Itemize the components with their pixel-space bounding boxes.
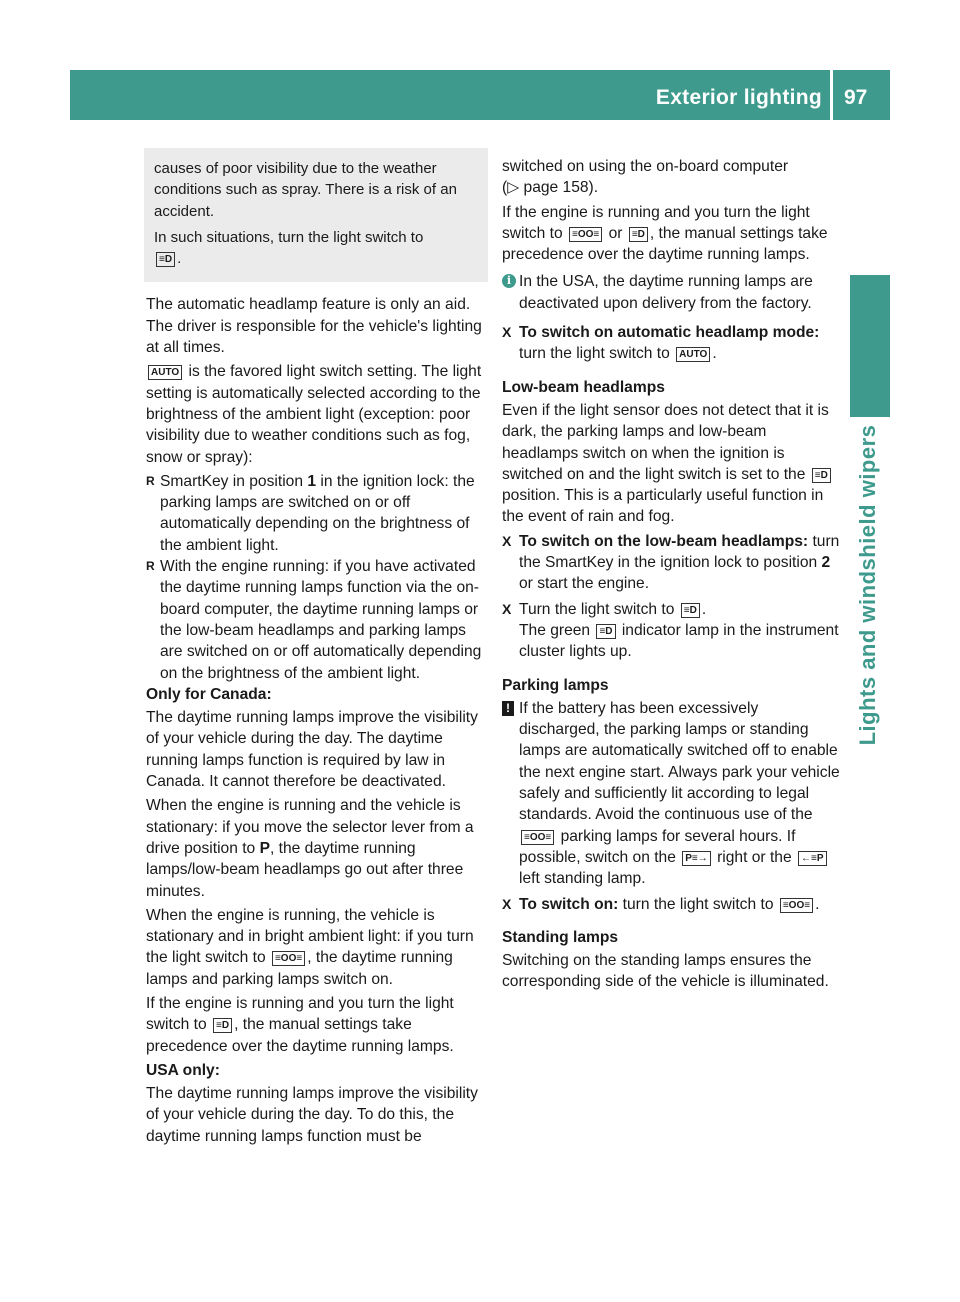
paragraph: When the engine is running, the vehicle is stationary and in bright ambient light: if you turn the light switch to ≡OO≡ , the daytime running lamps and parking lamps switch on. bbox=[146, 906, 474, 988]
subheading-standing: Standing lamps bbox=[502, 928, 619, 946]
parking-lamp-icon: ≡OO≡ bbox=[780, 898, 813, 913]
instruction-step: X To switch on the low-beam headlamps: turn the SmartKey in the ignition lock to position 2 or start the engine. bbox=[502, 531, 842, 595]
lowbeam-icon: ≡D bbox=[213, 1018, 232, 1033]
list-item: R SmartKey in position 1 in the ignition lock: the parking lamps are switched on or off automatically depending on the brightness of the ambient light. bbox=[146, 471, 486, 556]
lowbeam-icon: ≡D bbox=[812, 468, 831, 483]
header-divider bbox=[830, 70, 833, 120]
paragraph: The daytime running lamps improve the visibility of your vehicle during the day. To do this, the daytime running lamps function must be bbox=[146, 1085, 478, 1145]
lowbeam-icon: ≡D bbox=[596, 624, 615, 639]
list-item: R With the engine running: if you have activated the daytime running lamps function via the on-board computer, the daytime running lamps or the low-beam headlamps and parking lamps are switched on or off automatically depending on the brightness of the ambient light. bbox=[146, 556, 486, 684]
lowbeam-icon: ≡D bbox=[681, 603, 700, 618]
paragraph: The automatic headlamp feature is only an aid. The driver is responsible for the vehicle's lighting at all times. bbox=[146, 296, 482, 357]
instruction-step: X To switch on automatic headlamp mode: turn the light switch to AUTO . bbox=[502, 322, 842, 365]
subheading-usa: USA only: bbox=[146, 1061, 220, 1079]
info-icon: i bbox=[502, 274, 516, 288]
info-note: i In the USA, the daytime running lamps are deactivated upon delivery from the factory. bbox=[502, 271, 842, 314]
auto-icon: AUTO bbox=[676, 347, 710, 362]
page-title: Exterior lighting bbox=[655, 86, 822, 109]
lowbeam-icon: ≡D bbox=[629, 227, 648, 242]
right-standing-lamp-icon: P≡→ bbox=[682, 851, 711, 866]
parking-lamp-icon: ≡OO≡ bbox=[521, 830, 554, 845]
paragraph: Switching on the standing lamps ensures the corresponding side of the vehicle is illuminated. bbox=[502, 952, 829, 991]
auto-icon: AUTO bbox=[148, 365, 182, 380]
warning-icon: ! bbox=[502, 701, 514, 716]
instruction-step: X Turn the light switch to ≡D . The green ≡D indicator lamp in the instrument cluster lights up. bbox=[502, 599, 842, 663]
box-text: In such situations, turn the light switch to ≡D . bbox=[154, 228, 424, 268]
paragraph: If the engine is running and you turn the light switch to ≡OO≡ or ≡D , the manual settings take precedence over the daytime running lamps. bbox=[502, 203, 828, 264]
parking-lamp-icon: ≡OO≡ bbox=[569, 227, 602, 242]
paragraph: Even if the light sensor does not detect that it is dark, the parking lamps and low-beam headlamps switch on when the ignition is switched on and the light switch is set to the ≡D position. This is a particularly useful function in the event of rain and fog. bbox=[502, 401, 829, 526]
paragraph: When the engine is running and the vehicle is stationary: if you move the selector lever from a drive position to P, the daytime running lamps/low-beam headlamps go out after three minutes. bbox=[146, 797, 474, 900]
lowbeam-icon: ≡D bbox=[156, 252, 175, 267]
left-standing-lamp-icon: ←≡P bbox=[798, 851, 827, 866]
subheading-parking: Parking lamps bbox=[502, 676, 609, 694]
paragraph: If the engine is running and you turn the light switch to ≡D , the manual settings take precedence over the daytime running lamps. bbox=[146, 994, 454, 1055]
right-column bbox=[502, 156, 842, 996]
section-tab bbox=[850, 275, 890, 417]
page-number: 97 bbox=[844, 86, 868, 109]
paragraph: The daytime running lamps improve the visibility of your vehicle during the day. The daytime running lamps function is required by law in Canada. It cannot therefore be deactivated. bbox=[146, 709, 478, 791]
box-text: causes of poor visibility due to the weather conditions such as spray. There is a risk of an accident. bbox=[154, 160, 457, 220]
instruction-step: X To switch on: turn the light switch to ≡OO≡ . bbox=[502, 894, 842, 915]
left-column bbox=[146, 148, 486, 1150]
subheading-low-beam: Low-beam headlamps bbox=[502, 378, 665, 396]
paragraph: switched on using the on-board computer (▷ page 158). bbox=[502, 158, 789, 197]
parking-lamp-icon: ≡OO≡ bbox=[272, 951, 305, 966]
warning-note: ! If the battery has been excessively discharged, the parking lamps or standing lamps are automatically switched off to enable the next engine start. Always park your vehicle safely and sufficiently lit according to legal standards. Avoid the continuous use of the ≡OO≡ parking lamps for several hours. If possible, switch on the P≡→ right or the ←≡P left standing lamp. bbox=[502, 698, 842, 890]
warning-box-continued bbox=[144, 148, 488, 282]
subheading-canada: Only for Canada: bbox=[146, 685, 272, 703]
paragraph: AUTO is the favored light switch setting. The light setting is automatically selected according to the brightness of the ambient light (exception: poor visibility due to weather conditions such as fog, snow or spray): bbox=[146, 363, 482, 466]
